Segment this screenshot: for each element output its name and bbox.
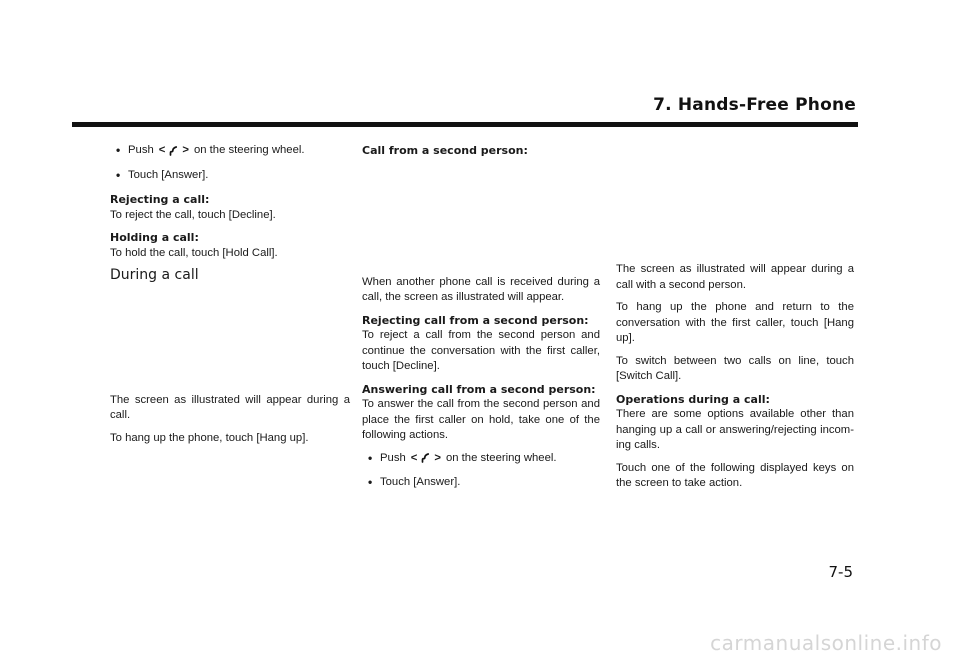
bullet-dot: • [116, 167, 121, 182]
page-number: 7-5 [828, 563, 853, 581]
rejecting-second-heading: Rejecting call from a second person: [362, 313, 589, 327]
second-person-screen-text: The screen as illustrated will appear during a call with a second person. [616, 263, 854, 291]
header-rule [72, 122, 858, 127]
hang-up-return-text: To hang up the phone and return to the conversation with the first caller, touch [Hang up]. [616, 301, 854, 344]
list-item: • Touch [Answer]. [116, 167, 209, 182]
rejecting-second-text: To reject a call from the second person and continue the conversation with the first caller, touch [Decline]. [362, 329, 600, 372]
chapter-title: 7. Hands-Free Phone [653, 95, 856, 115]
holding-call-heading: Holding a call: [110, 231, 199, 244]
rejecting-call-text: To reject the call, touch [Decline]. [110, 208, 276, 221]
switch-call-text: To switch between two calls on line, touch [Switch Call]. [616, 354, 854, 382]
list-item: • Touch [Answer]. [368, 475, 461, 489]
bullet-dot: • [368, 450, 373, 465]
right-column [616, 262, 854, 499]
list-item: • Push < > on the steering wheel. [116, 143, 305, 157]
watermark: carmanualsonline.info [710, 631, 942, 655]
bullet-dot: • [116, 143, 121, 157]
operations-heading: Operations during a call: [616, 392, 770, 406]
phone-key-icon: < > [158, 144, 189, 156]
during-call-text: The screen as illustrated will appear during a call. [110, 393, 350, 421]
second-call-intro: When another phone call is received during a call, the screen as illustrated will appear. [362, 275, 600, 303]
operations-keys-text: Touch one of the following displayed keys on the screen to take action. [616, 461, 854, 489]
answering-second-heading: Answering call from a second person: [362, 382, 596, 396]
phone-key-icon: < > [410, 451, 441, 464]
operations-text: There are some options available other than hanging up a call or answering/rejecting incom-ing calls. [616, 408, 854, 451]
bullet-dot: • [368, 475, 373, 489]
illustration-space [110, 284, 350, 393]
middle-column [362, 143, 600, 500]
second-person-heading: Call from a second person: [362, 144, 528, 157]
hang-up-text: To hang up the phone, touch [Hang up]. [110, 431, 309, 444]
list-item: • Push < > on the steering wheel. [368, 450, 557, 465]
holding-call-text: To hold the call, touch [Hold Call]. [110, 246, 278, 259]
illustration-space [362, 159, 600, 275]
rejecting-call-heading: Rejecting a call: [110, 193, 210, 206]
during-call-heading: During a call [110, 267, 199, 283]
answering-second-text: To answer the call from the second person and place the first caller on hold, take one of the following actions. [362, 398, 600, 441]
left-column [110, 143, 350, 453]
